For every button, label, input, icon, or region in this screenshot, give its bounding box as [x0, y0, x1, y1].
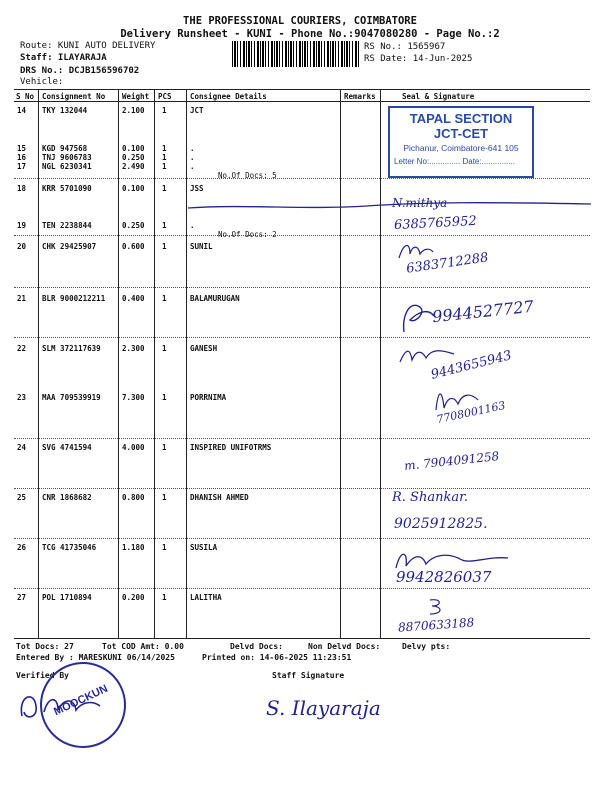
- table-row-pcs: 1: [162, 162, 167, 171]
- table-row-cons: BLR 9000212211: [42, 294, 106, 303]
- company-title: THE PROFESSIONAL COURIERS, COIMBATORE: [183, 15, 417, 27]
- table-row-sno: 17: [17, 162, 27, 171]
- signature-name: N.mithya: [392, 196, 448, 210]
- non-delivered-docs: Non Delvd Docs:: [308, 642, 381, 651]
- stamp-line-4: Letter No:.............. Date:...............: [394, 157, 515, 166]
- table-row-sno: 18: [17, 184, 27, 193]
- docs-count: No.Of Docs: 2: [218, 230, 277, 239]
- table-row-consignee: SUSILA: [190, 543, 218, 552]
- table-row-cons: KGD 947568: [42, 144, 88, 153]
- verified-by-label: Verified By: [16, 671, 69, 680]
- table-row-consignee: .: [190, 162, 195, 171]
- table-row-weight: 2.490: [122, 162, 145, 171]
- table-row-sno: 19: [17, 221, 27, 230]
- verifier-stamp-text: MOOCKUN: [52, 682, 110, 719]
- table-row-sno: 25: [17, 493, 27, 502]
- table-row-pcs: 1: [162, 242, 167, 251]
- table-row-sno: 27: [17, 593, 27, 602]
- rs-no: RS No.: 1565967: [364, 42, 446, 52]
- ink-stroke: [186, 196, 596, 218]
- runsheet-subtitle: Delivery Runsheet - KUNI - Phone No.:9047080280 - Page No.:2: [120, 28, 500, 40]
- rs-date: RS Date: 14-Jun-2025: [364, 54, 473, 64]
- signature-phone: 9944527727: [431, 296, 535, 327]
- col-sno: S No: [16, 92, 35, 101]
- docs-count: No.Of Docs: 5: [218, 171, 277, 180]
- col-remarks: Remarks: [344, 92, 376, 101]
- printed-on: Printed on: 14-06-2025 11:23:51: [202, 653, 352, 662]
- table-row-consignee: JCT: [190, 106, 204, 115]
- table-row-pcs: 1: [162, 393, 167, 402]
- col-consignment: Consignment No: [42, 92, 106, 101]
- table-row-pcs: 1: [162, 144, 167, 153]
- table-row-consignee: DHANISH AHMED: [190, 493, 249, 502]
- col-consignee: Consignee Details: [190, 92, 267, 101]
- table-row-weight: 0.100: [122, 184, 145, 193]
- table-row-pcs: 1: [162, 184, 167, 193]
- staff-signature-label: Staff Signature: [272, 671, 345, 680]
- table-row-sno: 21: [17, 294, 27, 303]
- signature-phone: 9942826037: [396, 568, 492, 586]
- table-row-cons: SLM 372117639: [42, 344, 101, 353]
- signature-phone: 7708001163: [435, 398, 507, 427]
- table-row-sno: 22: [17, 344, 27, 353]
- table-row-weight: 0.250: [122, 153, 145, 162]
- table-row-consignee: .: [190, 153, 195, 162]
- signature-name: R. Shankar.: [392, 490, 469, 505]
- table-row-weight: 0.800: [122, 493, 145, 502]
- table-row-sno: 15: [17, 144, 27, 153]
- table-row-sno: 23: [17, 393, 27, 402]
- signature-phone: 9025912825.: [394, 516, 488, 532]
- table-row-consignee: LALITHA: [190, 593, 222, 602]
- verifier-signature: [14, 686, 104, 726]
- total-cod: Tot COD Amt: 0.00: [102, 642, 184, 651]
- table-row-pcs: 1: [162, 294, 167, 303]
- table-row-cons: SVG 4741594: [42, 443, 92, 452]
- stamp-line-2: JCT-CET: [433, 126, 489, 141]
- table-row-weight: 0.600: [122, 242, 145, 251]
- table-row-weight: 0.400: [122, 294, 145, 303]
- signature-phone: m. 7904091258: [403, 449, 500, 473]
- entered-by: Entered By : MARESKUNI 06/14/2025: [16, 653, 175, 662]
- table-row-consignee: SUNIL: [190, 242, 213, 251]
- table-row-consignee: JSS: [190, 184, 204, 193]
- table-row-cons: NGL 6230341: [42, 162, 92, 171]
- route-label: Route: KUNI AUTO DELIVERY: [20, 41, 156, 51]
- signature-phone: 8870633188: [397, 615, 475, 635]
- tapal-section-stamp: [388, 106, 534, 178]
- table-row-consignee: INSPIRED UNIFOTRMS: [190, 443, 272, 452]
- table-row-weight: 4.000: [122, 443, 145, 452]
- table-row-pcs: 1: [162, 493, 167, 502]
- table-row-pcs: 1: [162, 221, 167, 230]
- table-row-cons: KRR 5701090: [42, 184, 92, 193]
- table-row-consignee: .: [190, 144, 195, 153]
- table-row-pcs: 1: [162, 153, 167, 162]
- table-row-cons: CNR 1868682: [42, 493, 92, 502]
- table-row-sno: 26: [17, 543, 27, 552]
- total-docs: Tot Docs: 27: [16, 642, 74, 651]
- table-row-consignee: BALAMURUGAN: [190, 294, 240, 303]
- stamp-line-3: Pichanur, Coimbatore-641 105: [403, 143, 519, 153]
- table-row-pcs: 1: [162, 593, 167, 602]
- table-row-consignee: PORRNIMA: [190, 393, 227, 402]
- table-row-weight: 2.100: [122, 106, 145, 115]
- delivered-docs: Delvd Docs:: [230, 642, 283, 651]
- staff-label: Staff: ILAYARAJA: [20, 53, 107, 63]
- delivery-points: Delvy pts:: [402, 642, 451, 651]
- table-row-cons: TCG 41735046: [42, 543, 97, 552]
- barcode: [232, 41, 360, 67]
- table-row-weight: 0.200: [122, 593, 145, 602]
- staff-signature: S. Ilayaraja: [266, 696, 381, 720]
- table-row-pcs: 1: [162, 443, 167, 452]
- col-weight: Weight: [122, 92, 150, 101]
- table-row-sno: 16: [17, 153, 27, 162]
- table-row-pcs: 1: [162, 543, 167, 552]
- table-row-cons: CHK 29425907: [42, 242, 97, 251]
- vehicle-label: Vehicle:: [20, 77, 64, 87]
- signature-scribble: [426, 596, 448, 616]
- table-row-cons: TEN 2238844: [42, 221, 92, 230]
- table-row-pcs: 1: [162, 106, 167, 115]
- table-row-sno: 20: [17, 242, 27, 251]
- table-row-sno: 24: [17, 443, 27, 452]
- table-row-sno: 14: [17, 106, 27, 115]
- table-row-cons: TKY 132044: [42, 106, 88, 115]
- table-row-cons: TNJ 9606783: [42, 153, 92, 162]
- stamp-line-1: TAPAL SECTION: [409, 111, 513, 126]
- table-row-weight: 0.100: [122, 144, 145, 153]
- table-row-consignee: GANESH: [190, 344, 218, 353]
- table-row-pcs: 1: [162, 344, 167, 353]
- signature-phone: 9443655943: [429, 348, 514, 383]
- signature-phone: 6383712288: [405, 250, 490, 277]
- table-row-weight: 7.300: [122, 393, 145, 402]
- table-row-weight: 1.180: [122, 543, 145, 552]
- table-row-weight: 2.300: [122, 344, 145, 353]
- drs-label: DRS No.: DCJB156596702: [20, 66, 140, 76]
- col-pcs: PCS: [158, 92, 172, 101]
- table-row-cons: MAA 709539919: [42, 393, 101, 402]
- table-row-consignee: .: [190, 221, 195, 230]
- col-seal: Seal & Signature: [402, 92, 475, 101]
- table-row-cons: POL 1710894: [42, 593, 92, 602]
- table-row-weight: 0.250: [122, 221, 145, 230]
- signature-phone: 6385765952: [393, 213, 478, 234]
